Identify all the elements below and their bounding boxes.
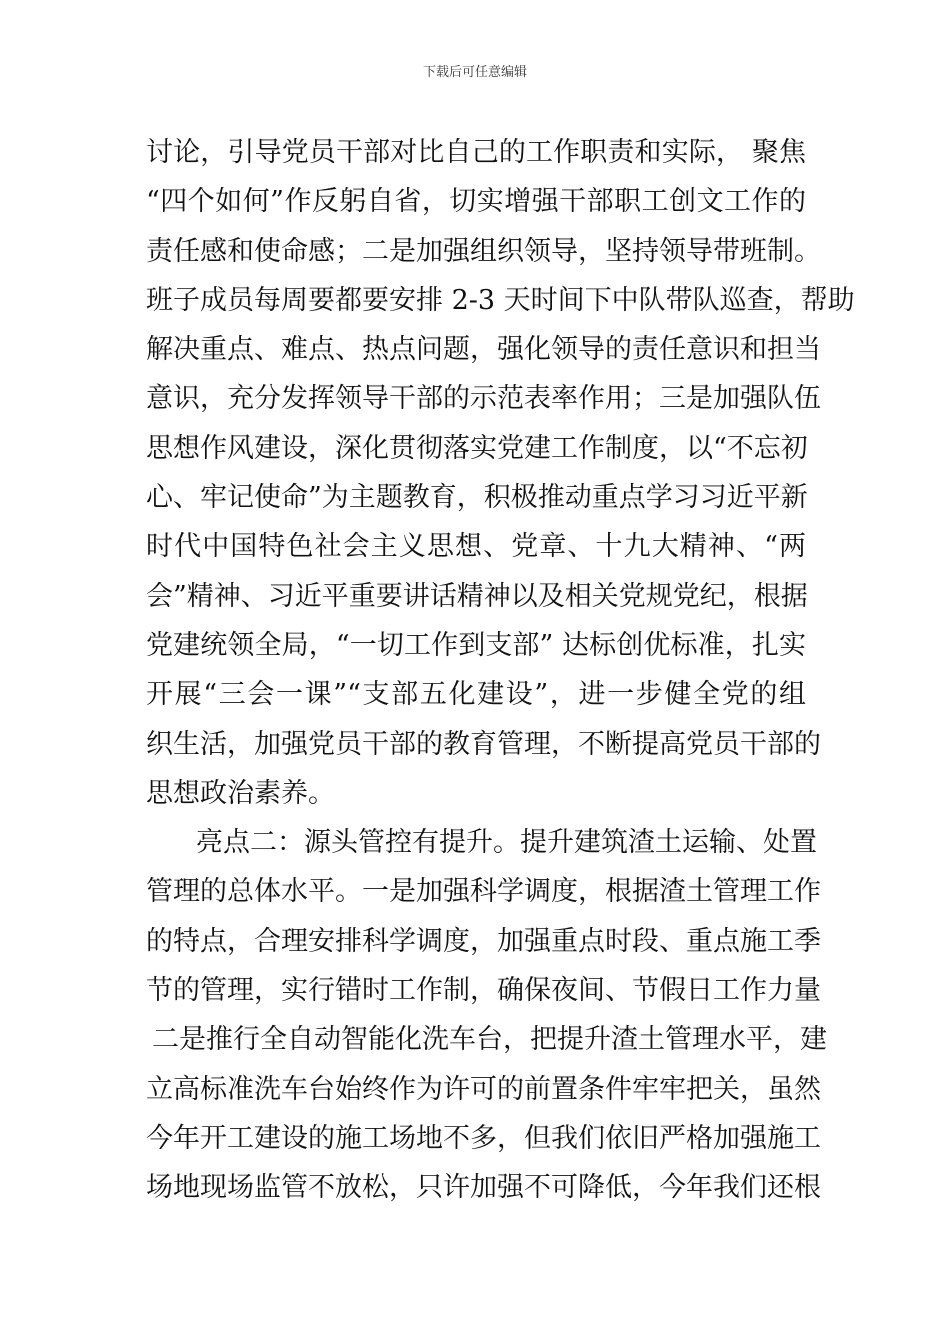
text-line: 开展“三会一课”“支部五化建设”，进一步健全党的组: [146, 679, 806, 711]
text-line: 会”精神、习近平重要讲话精神以及相关党规党纪，根据: [146, 580, 808, 612]
text-line: 节的管理，实行错时工作制，确保夜间、节假日工作力量: [146, 975, 821, 1007]
text-line: 责任感和使命感；二是加强组织领导，坚持领导带班制。: [146, 235, 821, 267]
text-line: 场地现场监管不放松，只许加强不可降低，今年我们还根: [146, 1172, 821, 1204]
text-line: 思想政治素养。: [146, 777, 335, 809]
document-body: [146, 128, 855, 1213]
text-line: 党建统领全局，“一切工作到支部” 达标创优标准，扎实: [146, 629, 806, 661]
paragraph-first-line: 亮点二：源头管控有提升。提升建筑渣土运输、处置: [196, 827, 817, 859]
text-line: 讨论，引导党员干部对比自己的工作职责和实际， 聚焦: [146, 137, 806, 168]
page-header: 下载后可任意编辑: [422, 65, 527, 80]
text-line: 织生活，加强党员干部的教育管理，不断提高党员干部的: [146, 728, 821, 760]
text-line: 立高标准洗车台始终作为许可的前置条件牢牢把关，虽然: [146, 1073, 821, 1105]
text-line: 意识，充分发挥领导干部的示范表率作用；三是加强队伍: [146, 383, 821, 415]
text-line: 思想作风建设，深化贯彻落实党建工作制度，以“不忘初: [146, 432, 808, 464]
text-line: 管理的总体水平。一是加强科学调度，根据渣土管理工作: [146, 876, 821, 908]
text-line: 解决重点、难点、热点问题，强化领导的责任意识和担当: [146, 334, 821, 366]
text-line: 二是推行全自动智能化洗车台，把提升渣土管理水平，建: [152, 1024, 827, 1056]
text-line: 班子成员每周要都要安排 2-3 天时间下中队带队巡查，帮助: [146, 284, 855, 316]
text-line: 的特点，合理安排科学调度，加强重点时段、重点施工季: [146, 925, 821, 957]
text-line: 时代中国特色社会主义思想、党章、十九大精神、“两: [146, 531, 806, 563]
text-line: 今年开工建设的施工场地不多，但我们依旧严格加强施工: [146, 1122, 821, 1154]
text-line: “四个如何”作反躬自省，切实增强干部职工创文工作的: [146, 186, 806, 218]
text-line: 心、牢记使命”为主题教育，积极推动重点学习习近平新: [146, 482, 808, 514]
